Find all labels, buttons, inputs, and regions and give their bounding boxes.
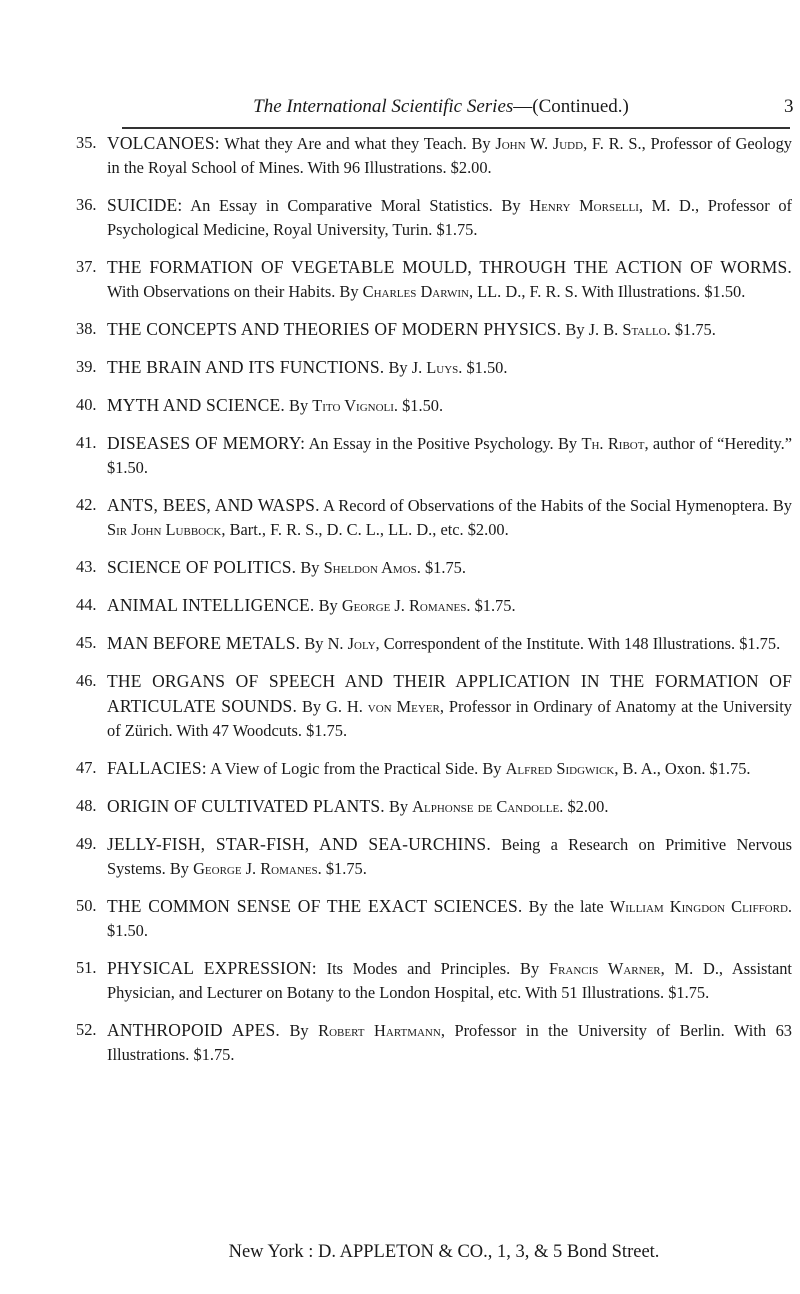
book-entry — [76, 193, 792, 242]
entry-author: Th. Ribot, — [581, 434, 649, 453]
entry-title: ORIGIN OF CULTIVATED PLANTS. — [107, 796, 385, 816]
entry-details: $2.00. — [563, 797, 609, 816]
entry-text: A View of Logic from the Practical Side. By — [206, 759, 506, 778]
entry-number: 37. — [76, 257, 97, 276]
entry-title: THE ORGANS OF SPEECH AND THEIR APPLICATION IN THE FORMATION OF ARTICULATE SOUNDS. — [107, 671, 792, 716]
entry-text: By — [296, 558, 324, 577]
book-entry — [76, 956, 792, 1005]
entry-author: J. Luys. — [411, 358, 463, 377]
entry-text: By the late — [522, 897, 610, 916]
entry-details: $1.50. — [398, 396, 444, 415]
entry-details: $1.75. — [670, 320, 716, 339]
entry-author: Charles Darwin, — [362, 282, 474, 301]
running-header — [100, 96, 800, 124]
book-entry — [76, 493, 792, 542]
entry-author: Alphonse de Candolle. — [412, 797, 564, 816]
series-title: The International Scientific Series — [253, 96, 514, 117]
entry-details: $1.50. — [462, 358, 508, 377]
entry-details: author of “Heredity.” $1.50. — [107, 434, 793, 477]
entry-number: 49. — [76, 834, 97, 853]
entry-author: William Kingdon Clifford. — [609, 897, 793, 916]
entry-number: 39. — [76, 357, 97, 376]
entry-number: 42. — [76, 495, 97, 514]
entry-author: J. B. Stallo. — [588, 320, 671, 339]
entry-number: 40. — [76, 395, 97, 414]
book-entry — [76, 255, 792, 304]
entry-details: Professor in Ordinary of Anatomy at the University of Zürich. With 47 Woodcuts. $1.75. — [107, 697, 792, 740]
book-entry — [76, 393, 792, 418]
book-entry — [76, 832, 792, 881]
header-title — [100, 96, 782, 118]
entry-number: 50. — [76, 896, 97, 915]
entry-number: 43. — [76, 557, 97, 576]
book-entry — [76, 756, 792, 781]
entry-details: $1.75. — [420, 558, 466, 577]
entry-author: Tito Vignoli. — [312, 396, 399, 415]
entry-number: 36. — [76, 195, 97, 214]
entry-author: John W. Judd, — [495, 134, 588, 153]
entry-details: B. A., Oxon. $1.75. — [618, 759, 751, 778]
entry-text: What they Are and what they Teach. By — [219, 134, 496, 153]
book-entry — [76, 669, 792, 743]
entry-number: 45. — [76, 633, 97, 652]
book-entry — [76, 1018, 792, 1067]
entry-number: 44. — [76, 595, 97, 614]
entry-author: G. H. von Meyer, — [326, 697, 444, 716]
entry-details: M. D., Professor of Psychological Medicine, Royal University, Turin. $1.75. — [107, 196, 792, 239]
entry-number: 52. — [76, 1020, 97, 1039]
entry-text: By — [279, 1021, 319, 1040]
entry-title: ANTHROPOID APES. — [107, 1020, 280, 1040]
entry-text: Being a Research on Primitive Nervous Systems. By — [107, 835, 792, 878]
entry-details: $1.75. — [321, 859, 367, 878]
entry-number: 46. — [76, 671, 97, 690]
entry-title: THE BRAIN AND ITS FUNCTIONS. — [107, 357, 385, 377]
entry-details: M. D., Assistant Physician, and Lecturer on Botany to the London Hospital, etc. With 51 Illustrations. $1.75. — [107, 959, 792, 1002]
entry-number: 35. — [76, 133, 97, 152]
book-entry — [76, 794, 792, 819]
entry-details: F. R. S., Professor of Geology in the Royal School of Mines. With 96 Illustrations. $2.00. — [107, 134, 792, 177]
entry-details: Professor in the University of Berlin. With 63 Illustrations. $1.75. — [107, 1021, 792, 1064]
header-rule — [122, 127, 790, 129]
entry-title: ANTS, BEES, AND WASPS. — [107, 495, 320, 515]
entry-author: George J. Romanes. — [341, 596, 471, 615]
entry-number: 48. — [76, 796, 97, 815]
entry-author: Sir John Lubbock, — [107, 520, 226, 539]
entry-details: Correspondent of the Institute. With 148 Illustrations. $1.75. — [379, 634, 781, 653]
page-number: 3 — [784, 96, 794, 117]
book-entry — [76, 593, 792, 618]
entry-title: SCIENCE OF POLITICS. — [107, 557, 297, 577]
entry-title: MYTH AND SCIENCE. — [107, 395, 285, 415]
series-title-suffix: —(Continued.) — [513, 96, 629, 117]
entry-title: THE COMMON SENSE OF THE EXACT SCIENCES. — [107, 896, 523, 916]
entry-author: Francis Warner, — [548, 959, 665, 978]
entry-number: 51. — [76, 958, 97, 977]
publisher-imprint: New York : D. APPLETON & CO., 1, 3, & 5 Bond Street. — [228, 1242, 660, 1262]
entry-text: By — [297, 697, 327, 716]
book-entry — [76, 894, 792, 943]
book-entry — [76, 131, 792, 180]
entry-title: MAN BEFORE METALS. — [107, 633, 301, 653]
entry-number: 47. — [76, 758, 97, 777]
entry-details: Bart., F. R. S., D. C. L., LL. D., etc. $2.00. — [225, 520, 509, 539]
entry-author: Alfred Sidgwick, — [505, 759, 619, 778]
entry-number: 41. — [76, 433, 97, 452]
entry-title: VOLCANOES: — [107, 133, 220, 153]
entry-text: Its Modes and Principles. By — [316, 959, 549, 978]
book-list — [76, 131, 792, 1080]
entry-details: LL. D., F. R. S. With Illustrations. $1.50. — [473, 282, 746, 301]
entry-text: By — [384, 358, 412, 377]
entry-text: With Observations on their Habits. By — [107, 282, 363, 301]
entry-author: George J. Romanes. — [193, 859, 322, 878]
entry-title: THE CONCEPTS AND THEORIES OF MODERN PHYSICS. — [107, 319, 562, 339]
entry-text: By — [561, 320, 589, 339]
entry-author: Sheldon Amos. — [323, 558, 421, 577]
entry-author: Robert Hartmann, — [318, 1021, 445, 1040]
entry-details: $1.75. — [470, 596, 516, 615]
entry-author: Henry Morselli, — [529, 196, 643, 215]
entry-text: An Essay in Comparative Moral Statistics. By — [182, 196, 530, 215]
entry-title: SUICIDE: — [107, 195, 183, 215]
entry-text: By — [284, 396, 313, 415]
entry-details: $1.50. — [107, 921, 148, 940]
entry-author: N. Joly, — [327, 634, 380, 653]
entry-text: By — [300, 634, 328, 653]
entry-title: JELLY-FISH, STAR-FISH, AND SEA-URCHINS. — [107, 834, 491, 854]
entry-text: By — [314, 596, 342, 615]
entry-text: By — [384, 797, 413, 816]
entry-title: PHYSICAL EXPRESSION: — [107, 958, 317, 978]
book-entry — [76, 355, 792, 380]
entry-title: FALLACIES: — [107, 758, 207, 778]
entry-title: DISEASES OF MEMORY: — [107, 433, 306, 453]
book-entry — [76, 317, 792, 342]
entry-text: A Record of Observations of the Habits of the Social Hymenoptera. By — [319, 496, 792, 515]
entry-number: 38. — [76, 319, 97, 338]
book-entry — [76, 555, 792, 580]
entry-title: ANIMAL INTELLIGENCE. — [107, 595, 315, 615]
entry-text: An Essay in the Positive Psychology. By — [305, 434, 582, 453]
book-entry — [76, 431, 792, 480]
entry-title: THE FORMATION OF VEGETABLE MOULD, THROUGH THE ACTION OF WORMS. — [107, 257, 792, 277]
book-entry — [76, 631, 792, 656]
